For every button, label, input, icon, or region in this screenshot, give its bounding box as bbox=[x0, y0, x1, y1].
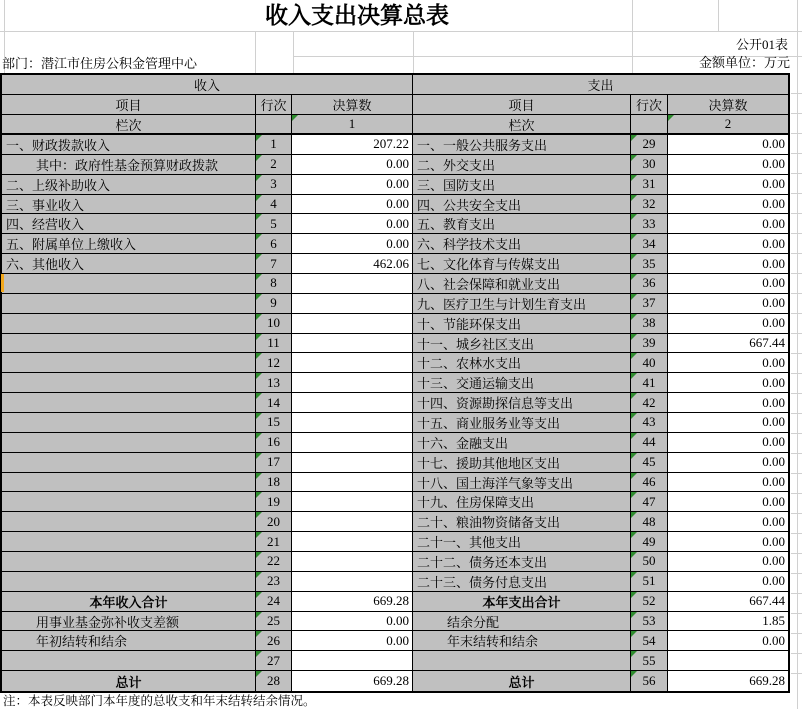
error-indicator-triangle bbox=[256, 572, 262, 578]
income-line-cell[interactable]: 20 bbox=[256, 512, 292, 532]
income-line-cell[interactable]: 22 bbox=[256, 552, 292, 572]
expense-item-cell[interactable]: 十八、国土海洋气象等支出 bbox=[413, 473, 631, 493]
expense-line-cell[interactable]: 39 bbox=[631, 334, 668, 354]
expense-item-cell[interactable]: 五、教育支出 bbox=[413, 214, 631, 234]
row-marker bbox=[1, 274, 4, 292]
expense-value-cell[interactable]: 0.00 bbox=[668, 512, 788, 532]
income-item-cell[interactable] bbox=[2, 473, 256, 493]
expense-line-cell[interactable]: 53 bbox=[631, 612, 668, 632]
income-line-cell[interactable]: 28 bbox=[256, 671, 292, 691]
error-indicator-triangle bbox=[256, 532, 262, 538]
department-label: 部门：潜江市住房公积金管理中心 bbox=[2, 56, 198, 71]
income-line-cell[interactable]: 16 bbox=[256, 433, 292, 453]
income-value-cell[interactable]: 0.00 bbox=[292, 234, 413, 254]
column-index-label-expense[interactable]: 栏次 bbox=[413, 115, 631, 135]
expense-value-cell[interactable]: 0.00 bbox=[668, 473, 788, 493]
error-indicator-triangle bbox=[631, 135, 637, 141]
error-indicator-triangle bbox=[631, 314, 637, 320]
column-index-no-expense[interactable]: 2 bbox=[668, 115, 788, 135]
income-value-cell[interactable] bbox=[292, 532, 413, 552]
income-value-cell[interactable] bbox=[292, 274, 413, 294]
income-line-cell[interactable]: 27 bbox=[256, 651, 292, 671]
income-value-cell[interactable] bbox=[292, 373, 413, 393]
income-line-cell[interactable]: 6 bbox=[256, 234, 292, 254]
line-no-header-expense[interactable]: 行次 bbox=[631, 95, 668, 115]
column-index-blank-income[interactable] bbox=[256, 115, 292, 135]
expense-line-cell[interactable]: 46 bbox=[631, 473, 668, 493]
income-item-cell[interactable] bbox=[2, 552, 256, 572]
error-indicator-triangle bbox=[256, 334, 262, 340]
expense-value-cell[interactable]: 0.00 bbox=[668, 453, 788, 473]
expense-item-cell[interactable]: 二十、粮油物资储备支出 bbox=[413, 512, 631, 532]
amount-unit-label: 金额单位：万元 bbox=[698, 55, 790, 70]
line-no-header-income[interactable]: 行次 bbox=[256, 95, 292, 115]
error-indicator-triangle bbox=[631, 512, 637, 518]
income-item-cell[interactable]: 二、上级补助收入 bbox=[2, 175, 256, 195]
income-line-cell[interactable]: 14 bbox=[256, 393, 292, 413]
income-value-cell[interactable] bbox=[292, 552, 413, 572]
expense-line-cell[interactable]: 42 bbox=[631, 393, 668, 413]
income-item-cell[interactable]: 三、事业收入 bbox=[2, 195, 256, 215]
income-line-cell[interactable]: 13 bbox=[256, 373, 292, 393]
expense-value-cell[interactable]: 0.00 bbox=[668, 175, 788, 195]
income-value-cell[interactable]: 0.00 bbox=[292, 612, 413, 632]
error-indicator-triangle bbox=[256, 353, 262, 359]
error-indicator-triangle bbox=[256, 393, 262, 399]
error-indicator-triangle bbox=[631, 175, 637, 181]
error-indicator-triangle bbox=[631, 195, 637, 201]
error-indicator-triangle bbox=[631, 631, 637, 637]
income-line-cell[interactable]: 21 bbox=[256, 532, 292, 552]
income-line-cell[interactable]: 26 bbox=[256, 631, 292, 651]
expense-value-cell[interactable]: 0.00 bbox=[668, 314, 788, 334]
error-indicator-triangle bbox=[631, 373, 637, 379]
income-item-cell[interactable] bbox=[2, 334, 256, 354]
error-indicator-triangle bbox=[668, 115, 674, 121]
error-indicator-triangle bbox=[256, 135, 262, 141]
error-indicator-triangle bbox=[256, 274, 262, 280]
error-indicator-triangle bbox=[631, 671, 637, 677]
expense-item-cell[interactable]: 十四、资源勘探信息等支出 bbox=[413, 393, 631, 413]
expense-item-cell[interactable]: 一、一般公共服务支出 bbox=[413, 135, 631, 155]
expense-item-cell[interactable]: 本年支出合计 bbox=[413, 592, 631, 612]
income-line-cell[interactable]: 9 bbox=[256, 294, 292, 314]
budget-summary-table bbox=[0, 73, 790, 693]
expense-line-cell[interactable]: 50 bbox=[631, 552, 668, 572]
error-indicator-triangle bbox=[631, 651, 637, 657]
error-indicator-triangle bbox=[631, 393, 637, 399]
expense-line-cell[interactable]: 29 bbox=[631, 135, 668, 155]
error-indicator-triangle bbox=[256, 651, 262, 657]
income-value-cell[interactable]: 0.00 bbox=[292, 214, 413, 234]
expense-section-header[interactable]: 支出 bbox=[413, 75, 788, 95]
error-indicator-triangle bbox=[631, 274, 637, 280]
expense-value-cell[interactable]: 0.00 bbox=[668, 254, 788, 274]
error-indicator-triangle bbox=[631, 234, 637, 240]
expense-item-cell[interactable]: 二、外交支出 bbox=[413, 155, 631, 175]
income-value-cell[interactable] bbox=[292, 453, 413, 473]
expense-line-cell[interactable]: 47 bbox=[631, 492, 668, 512]
expense-item-cell[interactable]: 十七、援助其他地区支出 bbox=[413, 453, 631, 473]
error-indicator-triangle bbox=[631, 334, 637, 340]
expense-value-cell[interactable]: 0.00 bbox=[668, 155, 788, 175]
expense-line-cell[interactable]: 54 bbox=[631, 631, 668, 651]
income-item-cell[interactable]: 本年收入合计 bbox=[2, 592, 256, 612]
income-line-cell[interactable]: 3 bbox=[256, 175, 292, 195]
income-value-cell[interactable]: 669.28 bbox=[292, 592, 413, 612]
income-line-cell[interactable]: 17 bbox=[256, 453, 292, 473]
expense-value-cell[interactable]: 0.00 bbox=[668, 353, 788, 373]
income-value-cell[interactable]: 207.22 bbox=[292, 135, 413, 155]
expense-value-cell[interactable]: 0.00 bbox=[668, 492, 788, 512]
error-indicator-triangle bbox=[631, 294, 637, 300]
expense-value-cell[interactable]: 0.00 bbox=[668, 294, 788, 314]
error-indicator-triangle bbox=[631, 572, 637, 578]
income-item-cell[interactable]: 用事业基金弥补收支差额 bbox=[2, 612, 256, 632]
expense-item-cell[interactable]: 二十一、其他支出 bbox=[413, 532, 631, 552]
expense-line-cell[interactable]: 32 bbox=[631, 195, 668, 215]
expense-value-cell[interactable]: 0.00 bbox=[668, 373, 788, 393]
error-indicator-triangle bbox=[256, 373, 262, 379]
expense-line-cell[interactable]: 37 bbox=[631, 294, 668, 314]
income-line-cell[interactable]: 1 bbox=[256, 135, 292, 155]
error-indicator-triangle bbox=[631, 214, 637, 220]
expense-item-cell[interactable]: 八、社会保障和就业支出 bbox=[413, 274, 631, 294]
expense-item-cell[interactable]: 六、科学技术支出 bbox=[413, 234, 631, 254]
income-line-cell[interactable]: 11 bbox=[256, 334, 292, 354]
error-indicator-triangle bbox=[256, 631, 262, 637]
income-value-cell[interactable]: 0.00 bbox=[292, 195, 413, 215]
expense-line-cell[interactable]: 33 bbox=[631, 214, 668, 234]
income-item-cell[interactable] bbox=[2, 393, 256, 413]
income-line-cell[interactable]: 23 bbox=[256, 572, 292, 592]
income-item-cell[interactable]: 五、附属单位上缴收入 bbox=[2, 234, 256, 254]
income-item-cell[interactable]: 年初结转和结余 bbox=[2, 631, 256, 651]
income-value-cell[interactable]: 462.06 bbox=[292, 254, 413, 274]
expense-value-cell[interactable]: 669.28 bbox=[668, 671, 788, 691]
income-value-cell[interactable] bbox=[292, 393, 413, 413]
column-index-blank-expense[interactable] bbox=[631, 115, 668, 135]
expense-value-cell[interactable] bbox=[668, 651, 788, 671]
error-indicator-triangle bbox=[256, 473, 262, 479]
income-item-cell[interactable] bbox=[2, 413, 256, 433]
expense-value-cell[interactable]: 0.00 bbox=[668, 552, 788, 572]
expense-line-cell[interactable]: 30 bbox=[631, 155, 668, 175]
dept-unit-row bbox=[0, 56, 802, 73]
error-indicator-triangle bbox=[631, 433, 637, 439]
expense-line-cell[interactable]: 48 bbox=[631, 512, 668, 532]
expense-line-cell[interactable]: 40 bbox=[631, 353, 668, 373]
expense-line-cell[interactable]: 35 bbox=[631, 254, 668, 274]
expense-value-cell[interactable]: 0.00 bbox=[668, 195, 788, 215]
income-section-header[interactable]: 收入 bbox=[2, 75, 413, 95]
expense-line-cell[interactable]: 45 bbox=[631, 453, 668, 473]
error-indicator-triangle bbox=[256, 294, 262, 300]
error-indicator-triangle bbox=[256, 314, 262, 320]
expense-item-cell[interactable]: 总计 bbox=[413, 671, 631, 691]
income-item-cell[interactable] bbox=[2, 373, 256, 393]
expense-item-cell[interactable]: 二十三、债务付息支出 bbox=[413, 572, 631, 592]
error-indicator-triangle bbox=[256, 512, 262, 518]
expense-value-cell[interactable]: 667.44 bbox=[668, 592, 788, 612]
income-value-cell[interactable] bbox=[292, 572, 413, 592]
income-value-cell[interactable]: 0.00 bbox=[292, 155, 413, 175]
error-indicator-triangle bbox=[631, 453, 637, 459]
error-indicator-triangle bbox=[256, 592, 262, 598]
expense-item-cell[interactable]: 三、国防支出 bbox=[413, 175, 631, 195]
expense-line-cell[interactable]: 55 bbox=[631, 651, 668, 671]
column-index-no-income[interactable]: 1 bbox=[292, 115, 413, 135]
income-item-cell[interactable] bbox=[2, 492, 256, 512]
income-item-cell[interactable] bbox=[2, 651, 256, 671]
expense-item-cell[interactable]: 十九、住房保障支出 bbox=[413, 492, 631, 512]
sheet-title: 收入支出决算总表 bbox=[265, 3, 449, 28]
income-line-cell[interactable]: 19 bbox=[256, 492, 292, 512]
error-indicator-triangle bbox=[256, 155, 262, 161]
income-item-cell[interactable]: 六、其他收入 bbox=[2, 254, 256, 274]
income-line-cell[interactable]: 5 bbox=[256, 214, 292, 234]
expense-line-cell[interactable]: 56 bbox=[631, 671, 668, 691]
expense-line-cell[interactable]: 43 bbox=[631, 413, 668, 433]
expense-item-cell[interactable]: 年末结转和结余 bbox=[413, 631, 631, 651]
error-indicator-triangle bbox=[256, 552, 262, 558]
income-item-cell[interactable]: 总计 bbox=[2, 671, 256, 691]
income-item-cell[interactable] bbox=[2, 532, 256, 552]
income-line-cell[interactable]: 15 bbox=[256, 413, 292, 433]
error-indicator-triangle bbox=[631, 492, 637, 498]
income-line-cell[interactable]: 4 bbox=[256, 195, 292, 215]
amount-header-expense[interactable]: 决算数 bbox=[668, 95, 788, 115]
error-indicator-triangle bbox=[256, 234, 262, 240]
income-line-cell[interactable]: 7 bbox=[256, 254, 292, 274]
expense-line-cell[interactable]: 34 bbox=[631, 234, 668, 254]
income-value-cell[interactable] bbox=[292, 433, 413, 453]
expense-item-cell[interactable]: 九、医疗卫生与计划生育支出 bbox=[413, 294, 631, 314]
expense-line-cell[interactable]: 52 bbox=[631, 592, 668, 612]
doc-number-label: 公开01表 bbox=[735, 37, 788, 52]
income-value-cell[interactable] bbox=[292, 314, 413, 334]
income-item-cell[interactable] bbox=[2, 294, 256, 314]
error-indicator-triangle bbox=[256, 195, 262, 201]
error-indicator-triangle bbox=[631, 552, 637, 558]
expense-value-cell[interactable]: 0.00 bbox=[668, 433, 788, 453]
expense-line-cell[interactable]: 51 bbox=[631, 572, 668, 592]
income-value-cell[interactable] bbox=[292, 492, 413, 512]
income-item-cell[interactable]: 其中：政府性基金预算财政拨款 bbox=[2, 155, 256, 175]
income-value-cell[interactable]: 0.00 bbox=[292, 175, 413, 195]
expense-item-cell[interactable]: 十五、商业服务业等支出 bbox=[413, 413, 631, 433]
income-line-cell[interactable]: 18 bbox=[256, 473, 292, 493]
income-item-cell[interactable] bbox=[2, 353, 256, 373]
expense-value-cell[interactable]: 0.00 bbox=[668, 413, 788, 433]
income-value-cell[interactable] bbox=[292, 334, 413, 354]
expense-item-cell[interactable]: 十六、金融支出 bbox=[413, 433, 631, 453]
error-indicator-triangle bbox=[631, 592, 637, 598]
income-line-cell[interactable]: 25 bbox=[256, 612, 292, 632]
expense-value-cell[interactable]: 0.00 bbox=[668, 631, 788, 651]
income-value-cell[interactable] bbox=[292, 651, 413, 671]
expense-item-cell[interactable]: 四、公共安全支出 bbox=[413, 195, 631, 215]
item-header-expense[interactable]: 项目 bbox=[413, 95, 631, 115]
income-value-cell[interactable] bbox=[292, 473, 413, 493]
error-indicator-triangle bbox=[256, 433, 262, 439]
income-line-cell[interactable]: 12 bbox=[256, 353, 292, 373]
amount-header-income[interactable]: 决算数 bbox=[292, 95, 413, 115]
error-indicator-triangle bbox=[256, 492, 262, 498]
income-item-cell[interactable] bbox=[2, 433, 256, 453]
error-indicator-triangle bbox=[631, 155, 637, 161]
income-item-cell[interactable] bbox=[2, 453, 256, 473]
error-indicator-triangle bbox=[256, 175, 262, 181]
income-item-cell[interactable] bbox=[2, 512, 256, 532]
expense-item-cell[interactable]: 二十二、债务还本支出 bbox=[413, 552, 631, 572]
expense-item-cell[interactable]: 十三、交通运输支出 bbox=[413, 373, 631, 393]
income-value-cell[interactable] bbox=[292, 294, 413, 314]
expense-line-cell[interactable]: 38 bbox=[631, 314, 668, 334]
expense-item-cell[interactable]: 结余分配 bbox=[413, 612, 631, 632]
expense-value-cell[interactable]: 0.00 bbox=[668, 393, 788, 413]
error-indicator-triangle bbox=[631, 353, 637, 359]
income-line-cell[interactable]: 24 bbox=[256, 592, 292, 612]
income-value-cell[interactable] bbox=[292, 512, 413, 532]
error-indicator-triangle bbox=[256, 612, 262, 618]
error-indicator-triangle bbox=[631, 413, 637, 419]
expense-value-cell[interactable]: 0.00 bbox=[668, 234, 788, 254]
error-indicator-triangle bbox=[292, 115, 298, 121]
income-item-cell[interactable] bbox=[2, 572, 256, 592]
expense-value-cell[interactable]: 667.44 bbox=[668, 334, 788, 354]
expense-item-cell[interactable]: 七、文化体育与传媒支出 bbox=[413, 254, 631, 274]
expense-value-cell[interactable]: 0.00 bbox=[668, 214, 788, 234]
income-item-cell[interactable]: 四、经营收入 bbox=[2, 214, 256, 234]
expense-line-cell[interactable]: 31 bbox=[631, 175, 668, 195]
expense-item-cell[interactable]: 十一、城乡社区支出 bbox=[413, 334, 631, 354]
income-item-cell[interactable] bbox=[2, 314, 256, 334]
expense-value-cell[interactable]: 1.85 bbox=[668, 612, 788, 632]
expense-item-cell[interactable] bbox=[413, 651, 631, 671]
error-indicator-triangle bbox=[631, 254, 637, 260]
error-indicator-triangle bbox=[256, 671, 262, 677]
income-value-cell[interactable] bbox=[292, 413, 413, 433]
income-line-cell[interactable]: 10 bbox=[256, 314, 292, 334]
expense-item-cell[interactable]: 十二、农林水支出 bbox=[413, 353, 631, 373]
expense-item-cell[interactable]: 十、节能环保支出 bbox=[413, 314, 631, 334]
error-indicator-triangle bbox=[256, 453, 262, 459]
income-line-cell[interactable]: 8 bbox=[256, 274, 292, 294]
error-indicator-triangle bbox=[631, 532, 637, 538]
expense-line-cell[interactable]: 41 bbox=[631, 373, 668, 393]
expense-value-cell[interactable]: 0.00 bbox=[668, 274, 788, 294]
income-item-cell[interactable]: 一、财政拨款收入 bbox=[2, 135, 256, 155]
error-indicator-triangle bbox=[256, 214, 262, 220]
expense-line-cell[interactable]: 44 bbox=[631, 433, 668, 453]
income-line-cell[interactable]: 2 bbox=[256, 155, 292, 175]
error-indicator-triangle bbox=[256, 413, 262, 419]
expense-line-cell[interactable]: 49 bbox=[631, 532, 668, 552]
income-value-cell[interactable]: 669.28 bbox=[292, 671, 413, 691]
expense-value-cell[interactable]: 0.00 bbox=[668, 135, 788, 155]
item-header-income[interactable]: 项目 bbox=[2, 95, 256, 115]
income-item-cell[interactable] bbox=[2, 274, 256, 294]
column-index-label-income[interactable]: 栏次 bbox=[2, 115, 256, 135]
income-value-cell[interactable] bbox=[292, 353, 413, 373]
footnote: 注：本表反映部门本年度的总收支和年末结转结余情况。 bbox=[3, 694, 316, 708]
error-indicator-triangle bbox=[256, 254, 262, 260]
error-indicator-triangle bbox=[631, 473, 637, 479]
income-value-cell[interactable]: 0.00 bbox=[292, 631, 413, 651]
expense-value-cell[interactable]: 0.00 bbox=[668, 572, 788, 592]
expense-line-cell[interactable]: 36 bbox=[631, 274, 668, 294]
expense-value-cell[interactable]: 0.00 bbox=[668, 532, 788, 552]
error-indicator-triangle bbox=[631, 612, 637, 618]
